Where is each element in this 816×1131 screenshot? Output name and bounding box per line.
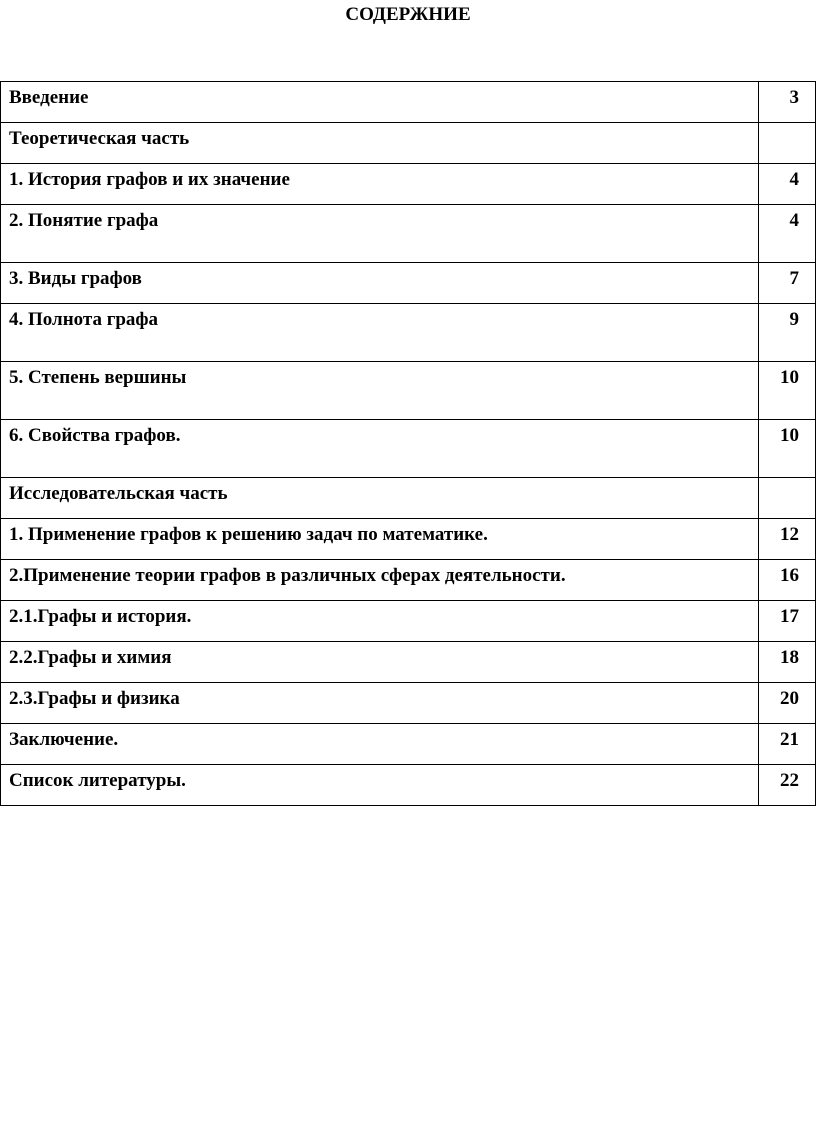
toc-entry-label: Список литературы. xyxy=(1,765,759,806)
toc-section-label: Теоретическая часть xyxy=(1,123,759,164)
toc-entry-label: 2.3.Графы и физика xyxy=(1,683,759,724)
toc-row-math-problems xyxy=(1,519,816,560)
toc-entry-label: 2. Понятие графа xyxy=(1,205,759,263)
toc-row-physics-graphs xyxy=(1,683,816,724)
toc-entry-page: 18 xyxy=(759,642,816,683)
toc-row-conclusion xyxy=(1,724,816,765)
toc-entry-label: 2.2.Графы и химия xyxy=(1,642,759,683)
toc-entry-label: 2.1.Графы и история. xyxy=(1,601,759,642)
toc-entry-label: 1. Применение графов к решению задач по математике. xyxy=(1,519,759,560)
toc-row-research-section xyxy=(1,478,816,519)
toc-entry-label: 2.Применение теории графов в различных сферах деятельности. xyxy=(1,560,759,601)
toc-entry-page: 3 xyxy=(759,82,816,123)
toc-entry-label: 1. История графов и их значение xyxy=(1,164,759,205)
toc-entry-page xyxy=(759,478,816,519)
toc-row-completeness xyxy=(1,304,816,362)
table-of-contents xyxy=(0,81,816,806)
toc-entry-label: 3. Виды графов xyxy=(1,263,759,304)
toc-entry-page: 17 xyxy=(759,601,816,642)
toc-entry-page: 22 xyxy=(759,765,816,806)
toc-entry-label: 4. Полнота графа xyxy=(1,304,759,362)
toc-entry-page: 9 xyxy=(759,304,816,362)
page-title: СОДЕРЖНИЕ xyxy=(345,4,471,25)
toc-row-graph-types xyxy=(1,263,816,304)
toc-row-graph-concept xyxy=(1,205,816,263)
toc-entry-page xyxy=(759,123,816,164)
toc-entry-page: 10 xyxy=(759,420,816,478)
toc-row-properties xyxy=(1,420,816,478)
toc-row-chemistry-graphs xyxy=(1,642,816,683)
toc-entry-page: 4 xyxy=(759,164,816,205)
toc-section-label: Исследовательская часть xyxy=(1,478,759,519)
toc-entry-page: 16 xyxy=(759,560,816,601)
toc-row-theory-section xyxy=(1,123,816,164)
toc-entry-page: 12 xyxy=(759,519,816,560)
toc-entry-label: Введение xyxy=(1,82,759,123)
toc-row-references xyxy=(1,765,816,806)
toc-entry-page: 21 xyxy=(759,724,816,765)
toc-entry-page: 7 xyxy=(759,263,816,304)
toc-entry-label: 5. Степень вершины xyxy=(1,362,759,420)
toc-entry-label: 6. Свойства графов. xyxy=(1,420,759,478)
toc-row-history xyxy=(1,164,816,205)
toc-entry-page: 4 xyxy=(759,205,816,263)
toc-entry-page: 10 xyxy=(759,362,816,420)
toc-entry-label: Заключение. xyxy=(1,724,759,765)
toc-row-applications xyxy=(1,560,816,601)
toc-row-history-graphs xyxy=(1,601,816,642)
toc-row-introduction xyxy=(1,82,816,123)
toc-entry-page: 20 xyxy=(759,683,816,724)
toc-row-vertex-degree xyxy=(1,362,816,420)
